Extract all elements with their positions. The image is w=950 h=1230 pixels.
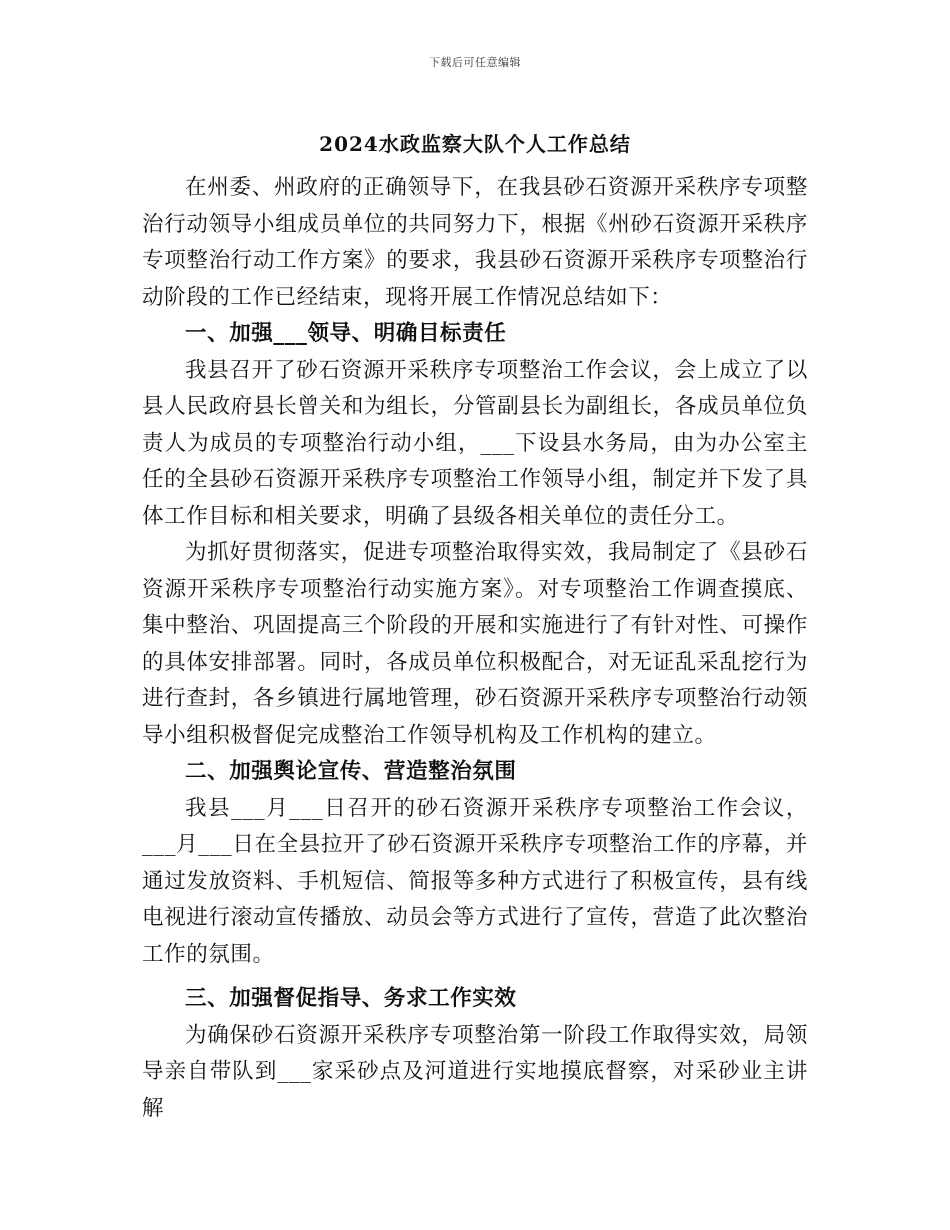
section-3-heading: 三、加强督促指导、务求工作实效 <box>185 986 517 1011</box>
section-1-paragraph: 我县召开了砂石资源开采秩序专项整治工作会议，会上成立了以县人民政府县长曾关和为组长，分管副县长为副组长，各成员单位负责人为成员的专项整治行动小组，___下设县水务局，由为办公室主任的全县砂石资源开采秩序专项整治工作领导小组，制定并下发了具体工作目标和相关要求，明确了县级各相关单位的责任分工。 <box>142 357 808 529</box>
section-2-heading: 二、加强舆论宣传、营造整治氛围 <box>185 759 517 784</box>
section-1-heading: 一、加强___领导、明确目标责任 <box>185 321 507 346</box>
page-header-note: 下载后可任意编辑 <box>429 56 521 69</box>
section-1-paragraph: 为抓好贯彻落实，促进专项整治取得实效，我局制定了《县砂石资源开采秩序专项整治行动实施方案》。对专项整治工作调查摸底、集中整治、巩固提高三个阶段的开展和实施进行了有针对性、可操作的具体安排部署。同时，各成员单位积极配合，对无证乱采乱挖行为进行查封，各乡镇进行属地管理，砂石资源开采秩序专项整治行动领导小组积极督促完成整治工作领导机构及工作机构的建立。 <box>142 540 808 748</box>
document-body <box>142 170 808 1127</box>
intro-paragraph: 在州委、州政府的正确领导下，在我县砂石资源开采秩序专项整治行动领导小组成员单位的共同努力下，根据《州砂石资源开采秩序专项整治行动工作方案》的要求，我县砂石资源开采秩序专项整治行动阶段的工作已经结束，现将开展工作情况总结如下： <box>142 175 808 310</box>
document-title: 2024水政监察大队个人工作总结 <box>319 132 631 156</box>
section-3-paragraph: 为确保砂石资源开采秩序专项整治第一阶段工作取得实效，局领导亲自带队到___家采砂点及河道进行实地摸底督察，对采砂业主讲解 <box>142 1022 808 1121</box>
section-2-paragraph: 我县___月___日召开的砂石资源开采秩序专项整治工作会议，___月___日在全县拉开了砂石资源开采秩序专项整治工作的序幕，并通过发放资料、手机短信、简报等多种方式进行了积极宣传，县有线电视进行滚动宣传播放、动员会等方式进行了宣传，营造了此次整治工作的氛围。 <box>142 795 808 967</box>
